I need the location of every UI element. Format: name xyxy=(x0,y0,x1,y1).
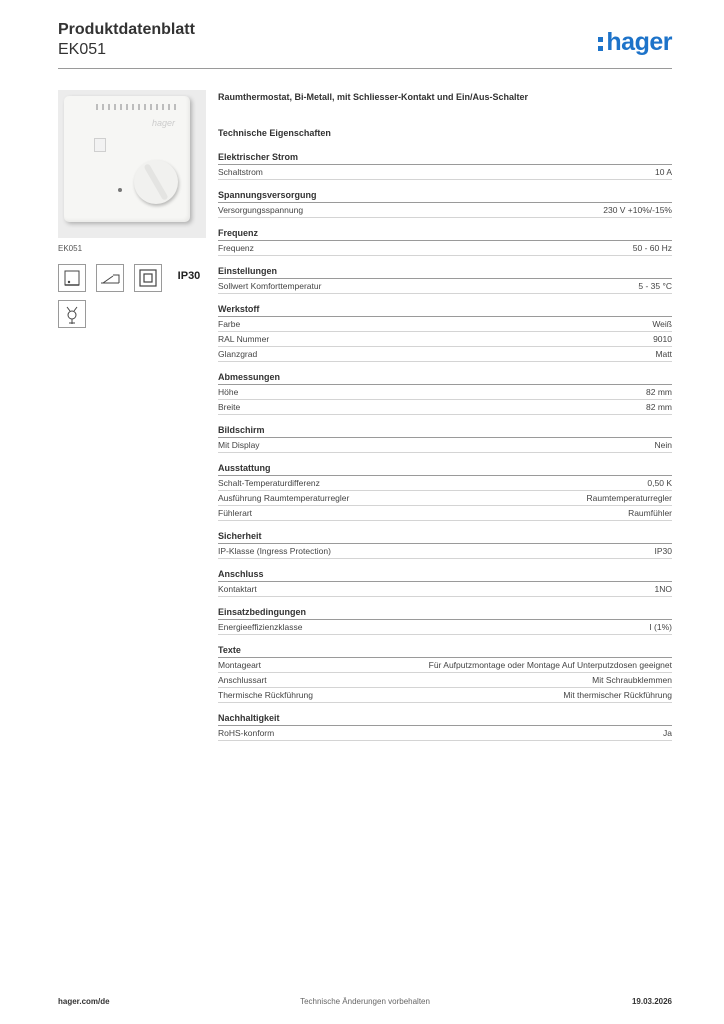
spec-group xyxy=(218,265,672,294)
spec-group xyxy=(218,606,672,635)
spec-label: Anschlussart xyxy=(218,675,267,685)
spec-label: Kontaktart xyxy=(218,584,257,594)
spec-row xyxy=(218,279,672,294)
spec-group-title: Spannungsversorgung xyxy=(218,189,672,203)
spec-group-title: Sicherheit xyxy=(218,530,672,544)
spec-value: Matt xyxy=(655,349,672,359)
spec-row xyxy=(218,688,672,703)
spec-group xyxy=(218,530,672,559)
spec-value: 230 V +10%/-15% xyxy=(603,205,672,215)
spec-value: Raumtemperaturregler xyxy=(586,493,672,503)
spec-label: Mit Display xyxy=(218,440,260,450)
header-divider xyxy=(58,68,672,69)
spec-group xyxy=(218,303,672,362)
spec-group-title: Werkstoff xyxy=(218,303,672,317)
spec-row xyxy=(218,400,672,415)
image-caption: EK051 xyxy=(58,244,83,253)
spec-value: 82 mm xyxy=(646,387,672,397)
double-insulation-icon xyxy=(134,264,162,292)
spec-group-title: Texte xyxy=(218,644,672,658)
section-title: Technische Eigenschaften xyxy=(218,128,331,138)
spec-value: 50 - 60 Hz xyxy=(632,243,672,253)
spec-value: Weiß xyxy=(652,319,672,329)
temperature-knob xyxy=(134,160,178,204)
spec-label: Sollwert Komforttemperatur xyxy=(218,281,322,291)
spec-group xyxy=(218,227,672,256)
spec-label: Frequenz xyxy=(218,243,254,253)
spec-value: Mit thermischer Rückführung xyxy=(563,690,672,700)
spec-row xyxy=(218,658,672,673)
spec-row xyxy=(218,347,672,362)
spec-row xyxy=(218,317,672,332)
spec-value: Nein xyxy=(654,440,672,450)
spec-group xyxy=(218,712,672,741)
spec-group xyxy=(218,568,672,597)
spec-label: Energieeffizienzklasse xyxy=(218,622,303,632)
spec-row xyxy=(218,506,672,521)
spec-label: IP-Klasse (Ingress Protection) xyxy=(218,546,331,556)
product-image xyxy=(58,90,206,238)
spec-row xyxy=(218,476,672,491)
spec-group-title: Einstellungen xyxy=(218,265,672,279)
spec-value: Raumfühler xyxy=(628,508,672,518)
spec-label: RAL Nummer xyxy=(218,334,270,344)
spec-group-title: Einsatzbedingungen xyxy=(218,606,672,620)
spec-group xyxy=(218,424,672,453)
logo-dots-icon xyxy=(598,35,603,51)
spec-group-title: Abmessungen xyxy=(218,371,672,385)
spec-value: IP30 xyxy=(654,546,672,556)
spec-label: Ausführung Raumtemperaturregler xyxy=(218,493,350,503)
spec-value: I (1%) xyxy=(649,622,672,632)
spec-label: Versorgungsspannung xyxy=(218,205,304,215)
spec-label: Fühlerart xyxy=(218,508,253,518)
spec-row xyxy=(218,241,672,256)
spec-value: 9010 xyxy=(653,334,672,344)
spec-label: Breite xyxy=(218,402,241,412)
spec-group xyxy=(218,371,672,415)
spec-group-title: Anschluss xyxy=(218,568,672,582)
spec-value: 10 A xyxy=(654,167,672,177)
spec-groups xyxy=(218,151,672,741)
spec-value: 0,50 K xyxy=(647,478,672,488)
spec-label: Glanzgrad xyxy=(218,349,258,359)
surface-mount-icon xyxy=(58,264,86,292)
logo-text: hager xyxy=(606,28,672,56)
spec-group-title: Elektrischer Strom xyxy=(218,151,672,165)
sensor-icon xyxy=(58,300,86,328)
spec-row xyxy=(218,385,672,400)
spec-group-title: Ausstattung xyxy=(218,462,672,476)
spec-label: Schaltstrom xyxy=(218,167,263,177)
spec-row xyxy=(218,726,672,741)
document-title: Produktdatenblatt xyxy=(58,21,195,38)
footer-website: hager.com/de xyxy=(58,997,110,1006)
spec-value: Für Aufputzmontage oder Montage Auf Unterputzdosen geeignet xyxy=(428,660,672,670)
spec-value: 5 - 35 °C xyxy=(638,281,672,291)
wall-mount-icon xyxy=(96,264,124,292)
footer-date: 19.03.2026 xyxy=(631,997,672,1006)
spec-group-title: Bildschirm xyxy=(218,424,672,438)
spec-label: Höhe xyxy=(218,387,239,397)
spec-row xyxy=(218,438,672,453)
spec-label: Thermische Rückführung xyxy=(218,690,313,700)
spec-row xyxy=(218,203,672,218)
spec-group-title: Frequenz xyxy=(218,227,672,241)
spec-panel xyxy=(218,92,672,741)
spec-label: Montageart xyxy=(218,660,261,670)
spec-row xyxy=(218,332,672,347)
spec-value: 82 mm xyxy=(646,402,672,412)
ip-rating-badge: IP30 xyxy=(177,270,201,282)
spec-group xyxy=(218,644,672,703)
spec-row xyxy=(218,620,672,635)
spec-value: Mit Schraubklemmen xyxy=(592,675,672,685)
indicator-dot xyxy=(118,188,122,192)
spec-group-title: Nachhaltigkeit xyxy=(218,712,672,726)
spec-group xyxy=(218,462,672,521)
spec-row xyxy=(218,582,672,597)
spec-value: 1NO xyxy=(654,584,672,594)
product-description: Raumthermostat, Bi-Metall, mit Schliesser-Kontakt und Ein/Aus-Schalter xyxy=(218,92,529,102)
spec-row xyxy=(218,491,672,506)
thermostat-logo: hager xyxy=(152,118,176,128)
spec-row xyxy=(218,165,672,180)
thermostat-body xyxy=(64,96,190,222)
spec-value: Ja xyxy=(663,728,672,738)
spec-label: Schalt-Temperaturdifferenz xyxy=(218,478,320,488)
spec-label: RoHS-konform xyxy=(218,728,275,738)
hager-logo xyxy=(598,28,672,56)
spec-row xyxy=(218,544,672,559)
spec-row xyxy=(218,673,672,688)
spec-group xyxy=(218,189,672,218)
footer-disclaimer: Technische Änderungen vorbehalten xyxy=(300,997,430,1006)
product-number: EK051 xyxy=(58,41,107,58)
spec-label: Farbe xyxy=(218,319,241,329)
on-off-switch xyxy=(94,138,106,152)
spec-group xyxy=(218,151,672,180)
page-header xyxy=(58,20,195,60)
vent-slots xyxy=(96,104,176,110)
